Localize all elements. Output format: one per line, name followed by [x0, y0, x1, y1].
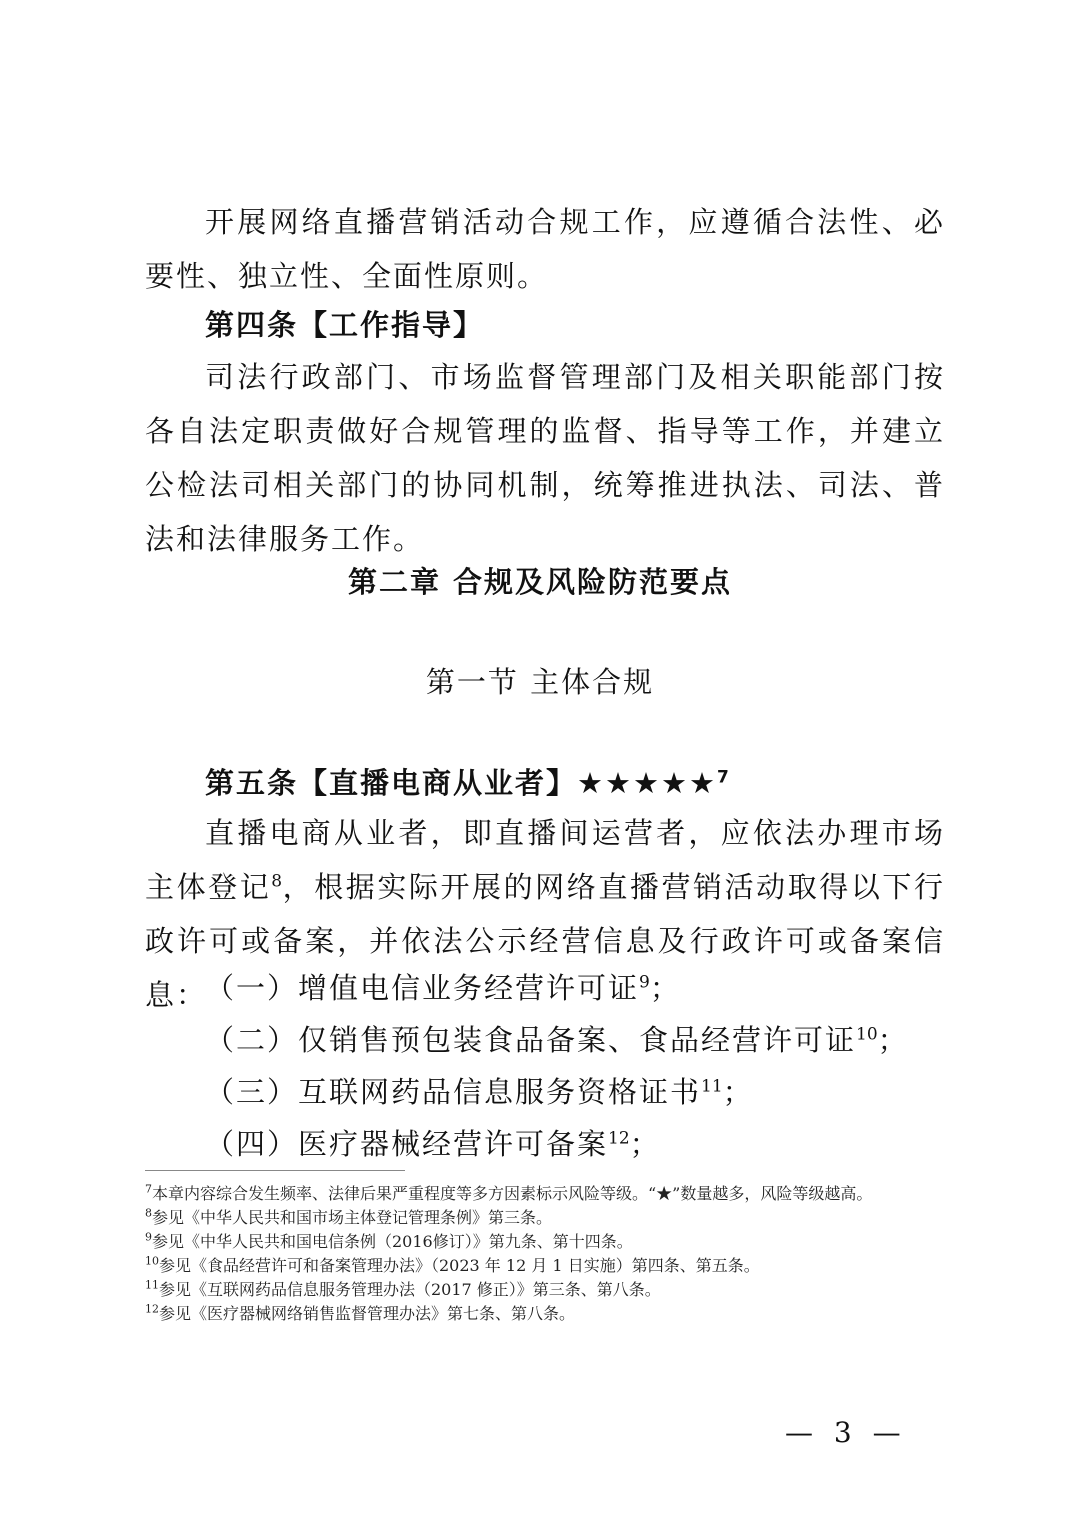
list-item-text: （四）医疗器械经营许可备案	[205, 1127, 609, 1161]
list-item	[205, 1122, 661, 1163]
footnote-ref-7: 7	[717, 767, 729, 788]
article-4-body: 司法行政部门、市场监督管理部门及相关职能部门按各自法定职责做好合规管理的监督、指导等工作，并建立公检法司相关部门的协同机制，统筹推进执法、司法、普法和法律服务工作。	[145, 360, 945, 556]
article-5-body-part2: ，根据实际开展的网络直播营销活动取得以下行政许可或备案，并依法公示经营信息及行政许可或备案信息：	[145, 870, 945, 1012]
page-number: — 3 —	[785, 1416, 907, 1449]
footnote: $^{11}$参见《互联网药品信息服务管理办法（2017 修正）》第三条、第八条。	[145, 1278, 661, 1299]
footnote: $^8$参见《中华人民共和国市场主体登记管理条例》第三条。	[145, 1206, 553, 1227]
footnote: $^9$参见《中华人民共和国电信条例（2016修订）》第九条、第十四条。	[145, 1230, 633, 1251]
article-5-title: 第五条【直播电商从业者】	[205, 766, 578, 800]
article-4-title: 第四条【工作指导】	[205, 308, 485, 342]
footnote-ref: 9	[639, 972, 650, 993]
footnote-ref: 12	[608, 1128, 630, 1149]
footnotes	[145, 1182, 945, 1326]
list-item-end: ；	[629, 1127, 661, 1161]
footnote: $^7$本章内容综合发生频率、法律后果严重程度等多方因素标示风险等级。“★”数量越多，风险等级越高。	[145, 1182, 873, 1203]
list-item-text: （三）互联网药品信息服务资格证书	[205, 1075, 702, 1109]
article-5-title-line	[145, 756, 945, 810]
footnote-ref: 10	[856, 1024, 878, 1045]
list-item	[205, 1070, 754, 1111]
section-title: 第一节 主体合规	[425, 665, 655, 699]
list-item-end: ；	[722, 1075, 754, 1109]
list-item-text: （二）仅销售预包装食品备案、食品经营许可证	[205, 1023, 857, 1057]
footnote: $^{10}$参见《食品经营许可和备案管理办法》（2023 年 12 月 1 日实施）第四条、第五条。	[145, 1254, 760, 1275]
list-item	[205, 966, 681, 1007]
list-item	[205, 1018, 909, 1059]
list-item-text: （一）增值电信业务经营许可证	[205, 971, 640, 1005]
list-item-end: ；	[649, 971, 681, 1005]
footnote-ref-8: 8	[271, 871, 283, 892]
risk-rating-stars: ★★★★★	[577, 766, 718, 800]
footnote-ref: 11	[701, 1076, 723, 1097]
intro-paragraph: 开展网络直播营销活动合规工作，应遵循合法性、必要性、独立性、全面性原则。	[145, 205, 945, 293]
chapter-title: 第二章 合规及风险防范要点	[347, 565, 733, 599]
article-5-body-part1: 直播电商从业者，即直播间运营者，应依法办理市场主体登记	[145, 816, 945, 904]
footnote: $^{12}$参见《医疗器械网络销售监督管理办法》第七条、第八条。	[145, 1302, 576, 1323]
list-item-end: ；	[877, 1023, 909, 1057]
footnote-divider	[145, 1170, 405, 1171]
